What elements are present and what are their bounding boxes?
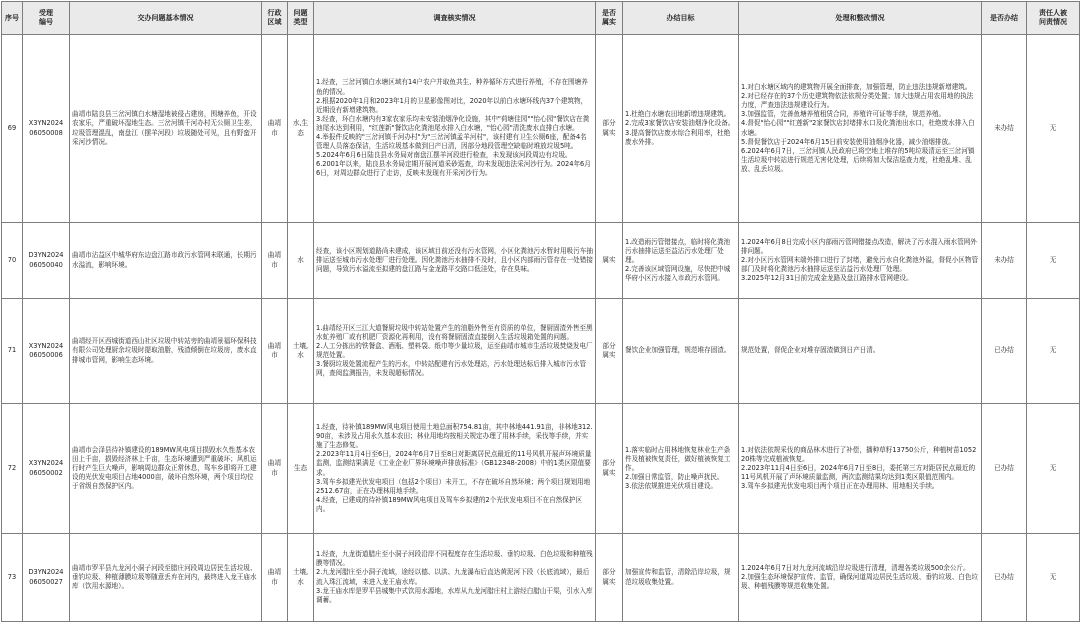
cell-goal: 加强宣传和监管，清除沿岸垃圾，规范垃圾收集处置。: [623, 534, 739, 622]
cell-id: X3YN2024 06050006: [23, 299, 70, 404]
cell-goal: 1.改造雨污管错接点，临时将化粪池污水抽排运送至益沾污水处理厂处理。 2.完善该区域管网设施，尽快把中城华府小区污水接入市政污水管网。: [623, 223, 739, 299]
cell-measures: 规范处置，督促企业对堆存固渣做到日产日清。: [739, 299, 982, 404]
cell-accountability: 无: [1027, 404, 1080, 534]
cell-investigation: 1.经查，三岔河镇白水塘区域有14户农户并取鱼共生、种养循环方式进行养殖，不存在围塘养鱼的情况。 2.根据2020年1月和2023年1月的卫星影像图对比，2020年以前白水塘环线内37个建筑物，近期没有新增建筑物。 3.经查，环白水塘内有3家农家乐均未安装油烟净化设施，其中"荷塘佳园""怡心园"餐饮店在粪池尾水达到利用，"红莲新"餐饮店化粪池尾水排入白水塘，"怡心园"清洗废水直排白水塘。 4.举报件反映的"三岔河镇千河办村"为"三岔河镇孟羊河村"，该村建有卫生公厕6座，配备4名管理人员落态保洁，生活垃圾基本做到日产日清，因部分地段管理空缺临时堆放垃圾5吨。 5.2024年6月6日陆良县水务局对南盘江摆羊河段进行检查，未发现该河段周边有垃圾。 6.2001年以来，陆良县水务局定期开展河道采砂巡查，均未发现违法采河沙行为。2024年6月6日，对周边群众进行了走访，反映未发现有开采河沙行为。: [314, 35, 596, 223]
cell-region: 曲靖 市: [262, 534, 288, 622]
cell-verified: 部分 属实: [596, 299, 623, 404]
cell-accountability: 无: [1027, 534, 1080, 622]
cell-problem: 曲靖市罗平县九龙河小洞子河段至腊庄河段周边居民生活垃圾、垂钓垃圾、种植薄膜垃圾等随意丢弃在河内，最终进入龙王庙水库（饮用水源地）。: [70, 534, 262, 622]
cell-goal: 1.落实临时占用林地恢复林业生产条件及植被恢复责任，做好植被恢复工作。 2.加强日常监管，防止噪声扰民。 3.依法依规推进光伏项目建设。: [623, 404, 739, 534]
cell-measures: 1.2024年6月7日对九龙河流域沿岸垃圾进行清理，清理各类垃圾500余公斤。 2.加强生态环境保护宣传、监管，确保河道周边居民生活垃圾、垂钓垃圾、白色垃圾、种植残膜等规范收集处置。: [739, 534, 982, 622]
cell-done: 已办结: [982, 404, 1027, 534]
complaint-table: [1, 1, 1080, 622]
header-goal: 办结目标: [623, 2, 739, 35]
header-verified: 是否 属实: [596, 2, 623, 35]
cell-verified: 部分 属实: [596, 534, 623, 622]
header-measures: 处理和整改情况: [739, 2, 982, 35]
header-no: 序号: [2, 2, 23, 35]
cell-accountability: 无: [1027, 299, 1080, 404]
cell-id: X3YN2024 06050002: [23, 404, 70, 534]
cell-no: 72: [2, 404, 23, 534]
cell-done: 已办结: [982, 534, 1027, 622]
table-row: [2, 223, 1080, 299]
cell-verified: 属实: [596, 223, 623, 299]
table-row: [2, 299, 1080, 404]
cell-type: 土壤,水: [288, 534, 314, 622]
cell-investigation: 1.经查，待补镇189MW风电项目使用土地总面积754.81亩，其中林地441.91亩，非林地312.90亩，未涉及占用永久基本农田；林业用地均按相关规定办理了用林手续，采伐等手续，并实施了生态修复。 2.2023年11月4日至6日，2024年6月7日至8日对距离居民点最近的11号风机开展声环境质量监测，监测结果满足《工业企业厂界环境噪声排放标准》（GB12348-2008）中的1类区限值要求。 3.驾车乡拟建光伏发电项目（包括2个项目）未开工，不存在破坏自然环境；两个项目规划用地2512.67亩，正在办理林用地手续。 4.经查，已建成的待补镇189MW风电项目及驾车乡拟建的2个光伏发电项目不在自然保护区内。: [314, 404, 596, 534]
cell-id: D3YN2024 06050040: [23, 223, 70, 299]
table-row: [2, 534, 1080, 622]
header-id: 受理 编号: [23, 2, 70, 35]
cell-problem: 曲靖市陆良县三岔河镇白水塘湿地被侵占建房，围塘养鱼，开设农家乐，严重破坏湿地生态。三岔河镇千河办村无公厕卫生差，垃圾管理混乱，南盘江（摆羊河段）垃圾随处可见，且有野蛮开采河沙情况。: [70, 35, 262, 223]
cell-investigation: 经查，该小区规划道路尚未建成，该区域目前还没有污水管网，小区化粪池污水暂时用吸污车抽排运送至城市污水处理厂进行处理。因化粪池污水抽排不及时，且小区内部雨污管存在一处错接问题，导致污水溢流至拟建的盘江路与金龙路平交路口低洼处，存在臭味。: [314, 223, 596, 299]
cell-done: 未办结: [982, 35, 1027, 223]
header-row: [2, 2, 1080, 35]
cell-region: 曲靖 市: [262, 223, 288, 299]
cell-accountability: 无: [1027, 223, 1080, 299]
cell-no: 71: [2, 299, 23, 404]
cell-region: 曲靖 市: [262, 35, 288, 223]
cell-done: 已办结: [982, 299, 1027, 404]
cell-done: 未办结: [982, 223, 1027, 299]
cell-type: 生态: [288, 404, 314, 534]
cell-id: D3YN2024 06050027: [23, 534, 70, 622]
header-region: 行政 区域: [262, 2, 288, 35]
cell-problem: 曲靖经开区西城街道西山社区垃圾中转站旁的曲靖景福环保科技有限公司处理厨余垃圾时提取油脂，残渣倾倒在垃圾房，废水直排城市管网，影响生态环境。: [70, 299, 262, 404]
table-row: [2, 35, 1080, 223]
cell-problem: 曲靖市会泽县待补镇建设的189MW风电项目损毁水久性基本农田上千亩，损毁经济林上千亩，生态环境遭到严重破坏；风机运行时产生巨大噪声，影响周边群众正常休息，驾车乡即将开工建设的光伏发电项目占地4000亩，破坏自然环境，两个项目均位于省级自然保护区内。: [70, 404, 262, 534]
header-accountability: 责任人被 问责情况: [1027, 2, 1080, 35]
cell-measures: 1.2024年6月8日完成小区内部雨污管网错接点改造，解决了污水混入雨水管网外排问题。 2.对小区污水管网末端外排口进行了封堵，避免污水自化粪池外溢，督促小区物管部门及时将化粪池污水抽排运送至沾益污水处理厂处理。 3.2025年12月31日前完成金龙路及盘江路排水管网建设。: [739, 223, 982, 299]
header-investigation: 调查核实情况: [314, 2, 596, 35]
cell-no: 73: [2, 534, 23, 622]
cell-type: 土壤,水: [288, 299, 314, 404]
table-row: [2, 404, 1080, 534]
cell-measures: 1.对依法依规采伐的商品林木进行了补偿，播种草籽13750公斤，种植树苗105220株等完成植被恢复。 2.2023年11月4日至6日，2024年6月7日至8日，委托第三方对距居民点最近的11号风机开展了声环境质量监测，两次监测结果均达到1类区限值范围内。 3.驾车乡拟建光伏发电项目两个项目正在办理用林、用地相关手续。: [739, 404, 982, 534]
cell-verified: 部分 属实: [596, 404, 623, 534]
header-done: 是否办结: [982, 2, 1027, 35]
cell-no: 69: [2, 35, 23, 223]
cell-type: 水,生态: [288, 35, 314, 223]
header-problem: 交办问题基本情况: [70, 2, 262, 35]
cell-region: 曲靖 市: [262, 299, 288, 404]
cell-goal: 餐饮企业加强管理，规范堆存固渣。: [623, 299, 739, 404]
cell-problem: 曲靖市沾益区中城华府东边盘江路市政污水管网未联通，长期污水溢流，影响环境。: [70, 223, 262, 299]
header-type: 问题 类型: [288, 2, 314, 35]
cell-investigation: 1.经查，九龙街道腊庄至小洞子河段沿岸不同程度存在生活垃圾、垂钓垃圾、白色垃圾和种植残膜等情况。 2.九龙河腊庄至小洞子流域，途经以德、以洪、九龙瀑布后直达黄泥河下段（长底流域），最后流入珠江流域，未进入龙王庙水库。 3.龙王庙水库是罗平县城集中式饮用水源地，水库从九龙河腊庄村上游经白腊山干渠，引水入库调蓄。: [314, 534, 596, 622]
cell-accountability: 无: [1027, 35, 1080, 223]
cell-region: 曲靖 市: [262, 404, 288, 534]
cell-verified: 部分 属实: [596, 35, 623, 223]
cell-type: 水: [288, 223, 314, 299]
cell-investigation: 1.曲靖经开区三江大道餐厨垃圾中转站处置产生的油脂外售至有资质的单位，餐厨固渣外售至黑水虻养殖厂或有机肥厂资源化再利用，没有将餐厨固渣直接倒入生活垃圾箱处置的问题。 2.人工分拣出的铁餐盒、酒瓶、塑料袋、纸巾等少量垃圾，运至曲靖市城市生活垃圾焚烧发电厂规范处置。 3.餐厨垃圾处置流程产生的污水，中转站配建有污水处理站，污水处理达标后排入城市污水管网，查阅监测报告，未发现超标情况。: [314, 299, 596, 404]
cell-measures: 1.对白水塘区域内的建筑物开展全面排查，加强管理，防止违法违规新增建筑。 2.对已经存在的37个历史建筑物依法依规分类处置；加大违规占用农用地的执法力度，严查违法违规建设行为。 3.加强监管，完善鱼塘养殖租赁合同，养殖许可证等手续，规范养殖。 4.督促"怡心园""红莲新"2家餐饮店封堵排水口及化粪池出水口，杜绝废水排入白水塘。 5.督促餐饮店于2024年6月15日前安装使用油烟净化器，减少油烟排放。 6.2024年6月7日，三岔河镇人民政府已将空地上堆存的5吨垃圾清运至三岔河镇生活垃圾中转站进行规范无害化处理，后续将加大保洁巡查力度，杜绝乱堆、乱放、乱丢垃圾。: [739, 35, 982, 223]
cell-no: 70: [2, 223, 23, 299]
cell-goal: 1.杜绝白水塘农田地新增违规建筑。 2.完成3家餐饮店安装油烟净化设备。 3.提高餐饮店废水综合利用率，杜绝废水外排。: [623, 35, 739, 223]
cell-id: X3YN2024 06050008: [23, 35, 70, 223]
